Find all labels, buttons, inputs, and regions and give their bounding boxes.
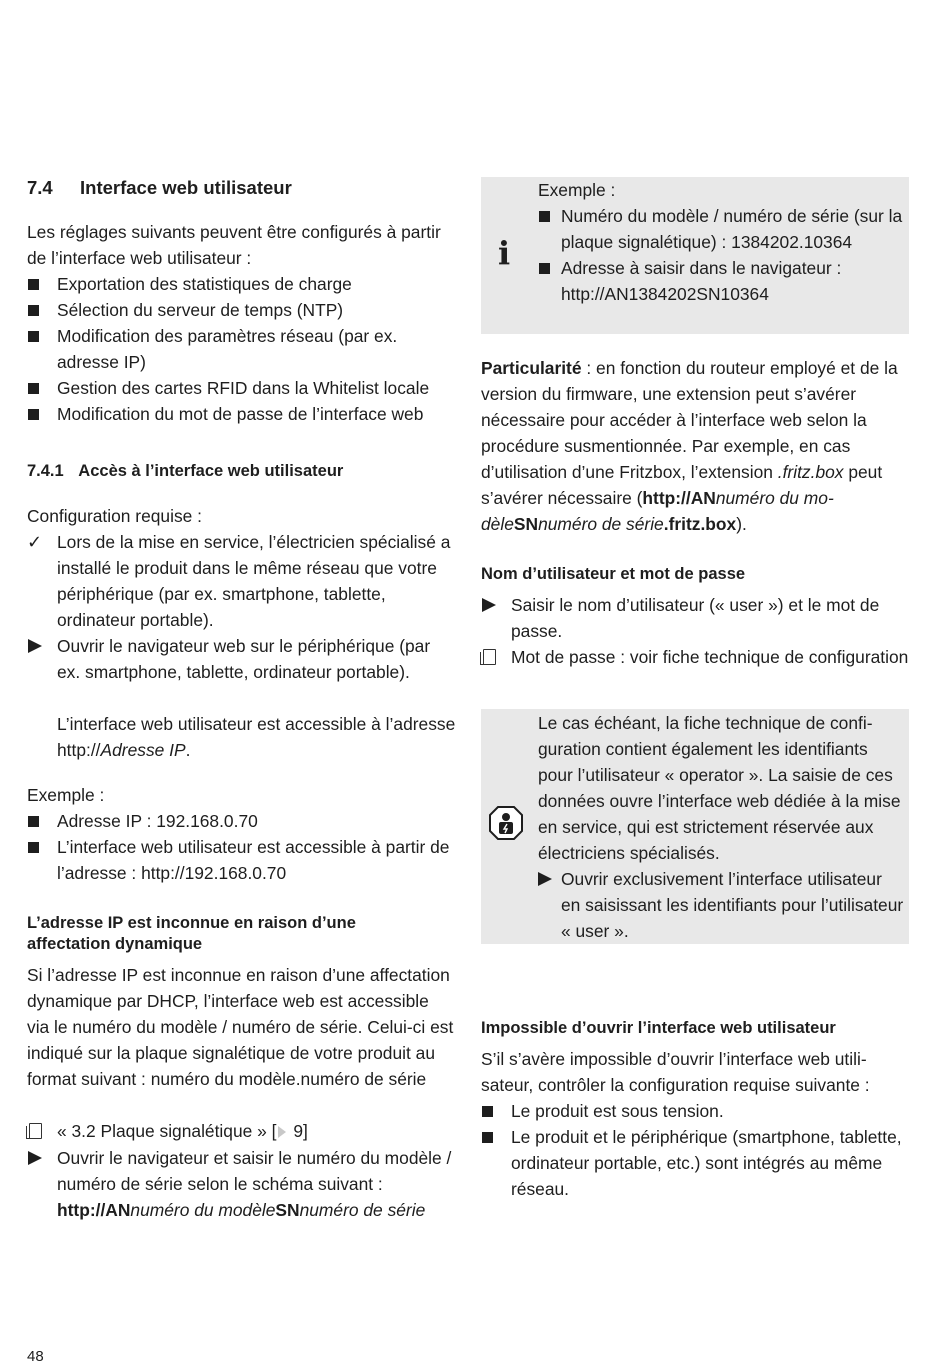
prerequisite-item — [27, 529, 455, 633]
list-item: Adresse à saisir dans le navigateur : http://AN1384202SN10364 — [538, 255, 903, 307]
warning-box — [481, 709, 909, 944]
result-text: L’interface web utilisateur est accessible à l’adresse http://Adresse IP. — [57, 714, 456, 760]
action-text: Saisir le nom d’utilisateur (« user ») et le mot de passe. — [511, 595, 880, 641]
subsection-number: 7.4.1 — [27, 462, 64, 480]
action-text: Ouvrir le navigateur et saisir le numéro du modèle / numéro de série selon le schéma suivant : http://ANnuméro du modèleSNnuméro de série — [57, 1148, 452, 1220]
list-item: Adresse IP : 192.168.0.70 — [27, 808, 455, 834]
config-label: Configuration requise : — [27, 506, 202, 526]
list-item: Le produit est sous tension. — [481, 1098, 909, 1124]
book-icon — [483, 649, 496, 665]
action-step — [481, 592, 909, 644]
action-step — [27, 1145, 455, 1223]
triangle-bullet-icon — [28, 639, 42, 653]
subsection-heading — [27, 461, 343, 482]
info-label: Exemple : — [538, 180, 616, 200]
triangle-bullet-icon — [538, 872, 552, 886]
electrician-icon — [488, 805, 524, 841]
dynamic-ip-text: Si l’adresse IP est inconnue en raison d’une affectation dynamique par DHCP, l’interface web est accessible via le numéro du modèle / numéro de série. Celui-ci est indiqué sur la plaque signalétique de votre produit au format suivant : numéro du modèle.numéro de série — [27, 965, 454, 1089]
page-number: 48 — [27, 1348, 44, 1365]
action-text: Ouvrir exclusivement l’interface utilisateur en saisissant les identifiants pour l’utilisateur « user ». — [561, 869, 904, 941]
list-item: Gestion des cartes RFID dans la Whitelist locale — [27, 375, 455, 401]
prerequisite-text: Lors de la mise en service, l’électricien spécialisé a installé le produit dans le même réseau que votre périphérique (par ex. smartphone, tablette, ordinateur portable). — [57, 532, 451, 630]
subsection-title: Accès à l’interface web utilisateur — [78, 462, 344, 480]
info-box — [481, 177, 909, 334]
book-icon — [29, 1123, 42, 1139]
section-heading — [27, 176, 292, 200]
particularity-text: Particularité : en fonction du routeur employé et de la version du firmware, une extension peut s’avérer nécessaire pour accéder à l’interface web selon la procédure susmentionnée. Par exemple, en cas d’utilisation d’une Fritzbox, l’extension .fritz.box peut s’avérer nécessaire (http://ANnuméro du modèleSNnuméro de série.fritz.box). — [481, 358, 898, 534]
reference-item — [481, 644, 909, 670]
section-number: 7.4 — [27, 177, 53, 198]
list-item: Le produit et le périphérique (smartphone, tablette, ordinateur portable, etc.) sont intégrés au même réseau. — [481, 1124, 909, 1202]
example-list — [27, 808, 455, 886]
triangle-bullet-icon — [482, 598, 496, 612]
example-label: Exemple : — [27, 785, 105, 805]
info-list — [538, 203, 903, 307]
list-item: Sélection du serveur de temps (NTP) — [27, 297, 455, 323]
intro-text: Les réglages suivants peuvent être configurés à partir de l’interface web utilisateur : — [27, 222, 441, 268]
info-icon: i — [498, 234, 511, 272]
warning-action — [538, 866, 904, 944]
action-step — [27, 633, 455, 685]
reference-item — [27, 1118, 455, 1144]
troubleshoot-text: S’il s’avère impossible d’ouvrir l’interface web utilisateur, contrôler la configuration requise suivante : — [481, 1049, 870, 1095]
section-title: Interface web utilisateur — [80, 177, 292, 198]
warning-text: Le cas échéant, la fiche technique de configuration contient également les identifiants pour l’utilisateur « operator ». La saisie de ces données ouvre l’interface web dédiée à la mise en service, qui est strictement réservée aux électriciens spécialisés. — [538, 713, 901, 863]
action-text: Ouvrir le navigateur web sur le périphérique (par ex. smartphone, tablette, ordinateur portable). — [57, 636, 431, 682]
triangle-bullet-icon — [28, 1151, 42, 1165]
reference-text: Mot de passe : voir fiche technique de configuration — [511, 647, 909, 667]
dynamic-ip-heading: L’adresse IP est inconnue en raison d’une affectation dynamique — [27, 914, 356, 953]
check-icon: ✓ — [27, 532, 43, 552]
list-item: Numéro du modèle / numéro de série (sur la plaque signalétique) : 1384202.10364 — [538, 203, 903, 255]
troubleshoot-heading: Impossible d’ouvrir l’interface web utilisateur — [481, 1019, 836, 1037]
page-arrow-icon — [278, 1126, 286, 1138]
troubleshoot-list — [481, 1098, 909, 1202]
list-item: Modification du mot de passe de l’interface web — [27, 401, 455, 427]
reference-link[interactable]: « 3.2 Plaque signalétique » [ 9] — [57, 1121, 308, 1141]
list-item: L’interface web utilisateur est accessible à partir de l’adresse : http://192.168.0.70 — [27, 834, 455, 886]
list-item: Exportation des statistiques de charge — [27, 271, 455, 297]
settings-list — [27, 271, 455, 427]
list-item: Modification des paramètres réseau (par ex. adresse IP) — [27, 323, 455, 375]
credentials-heading: Nom d’utilisateur et mot de passe — [481, 565, 746, 583]
